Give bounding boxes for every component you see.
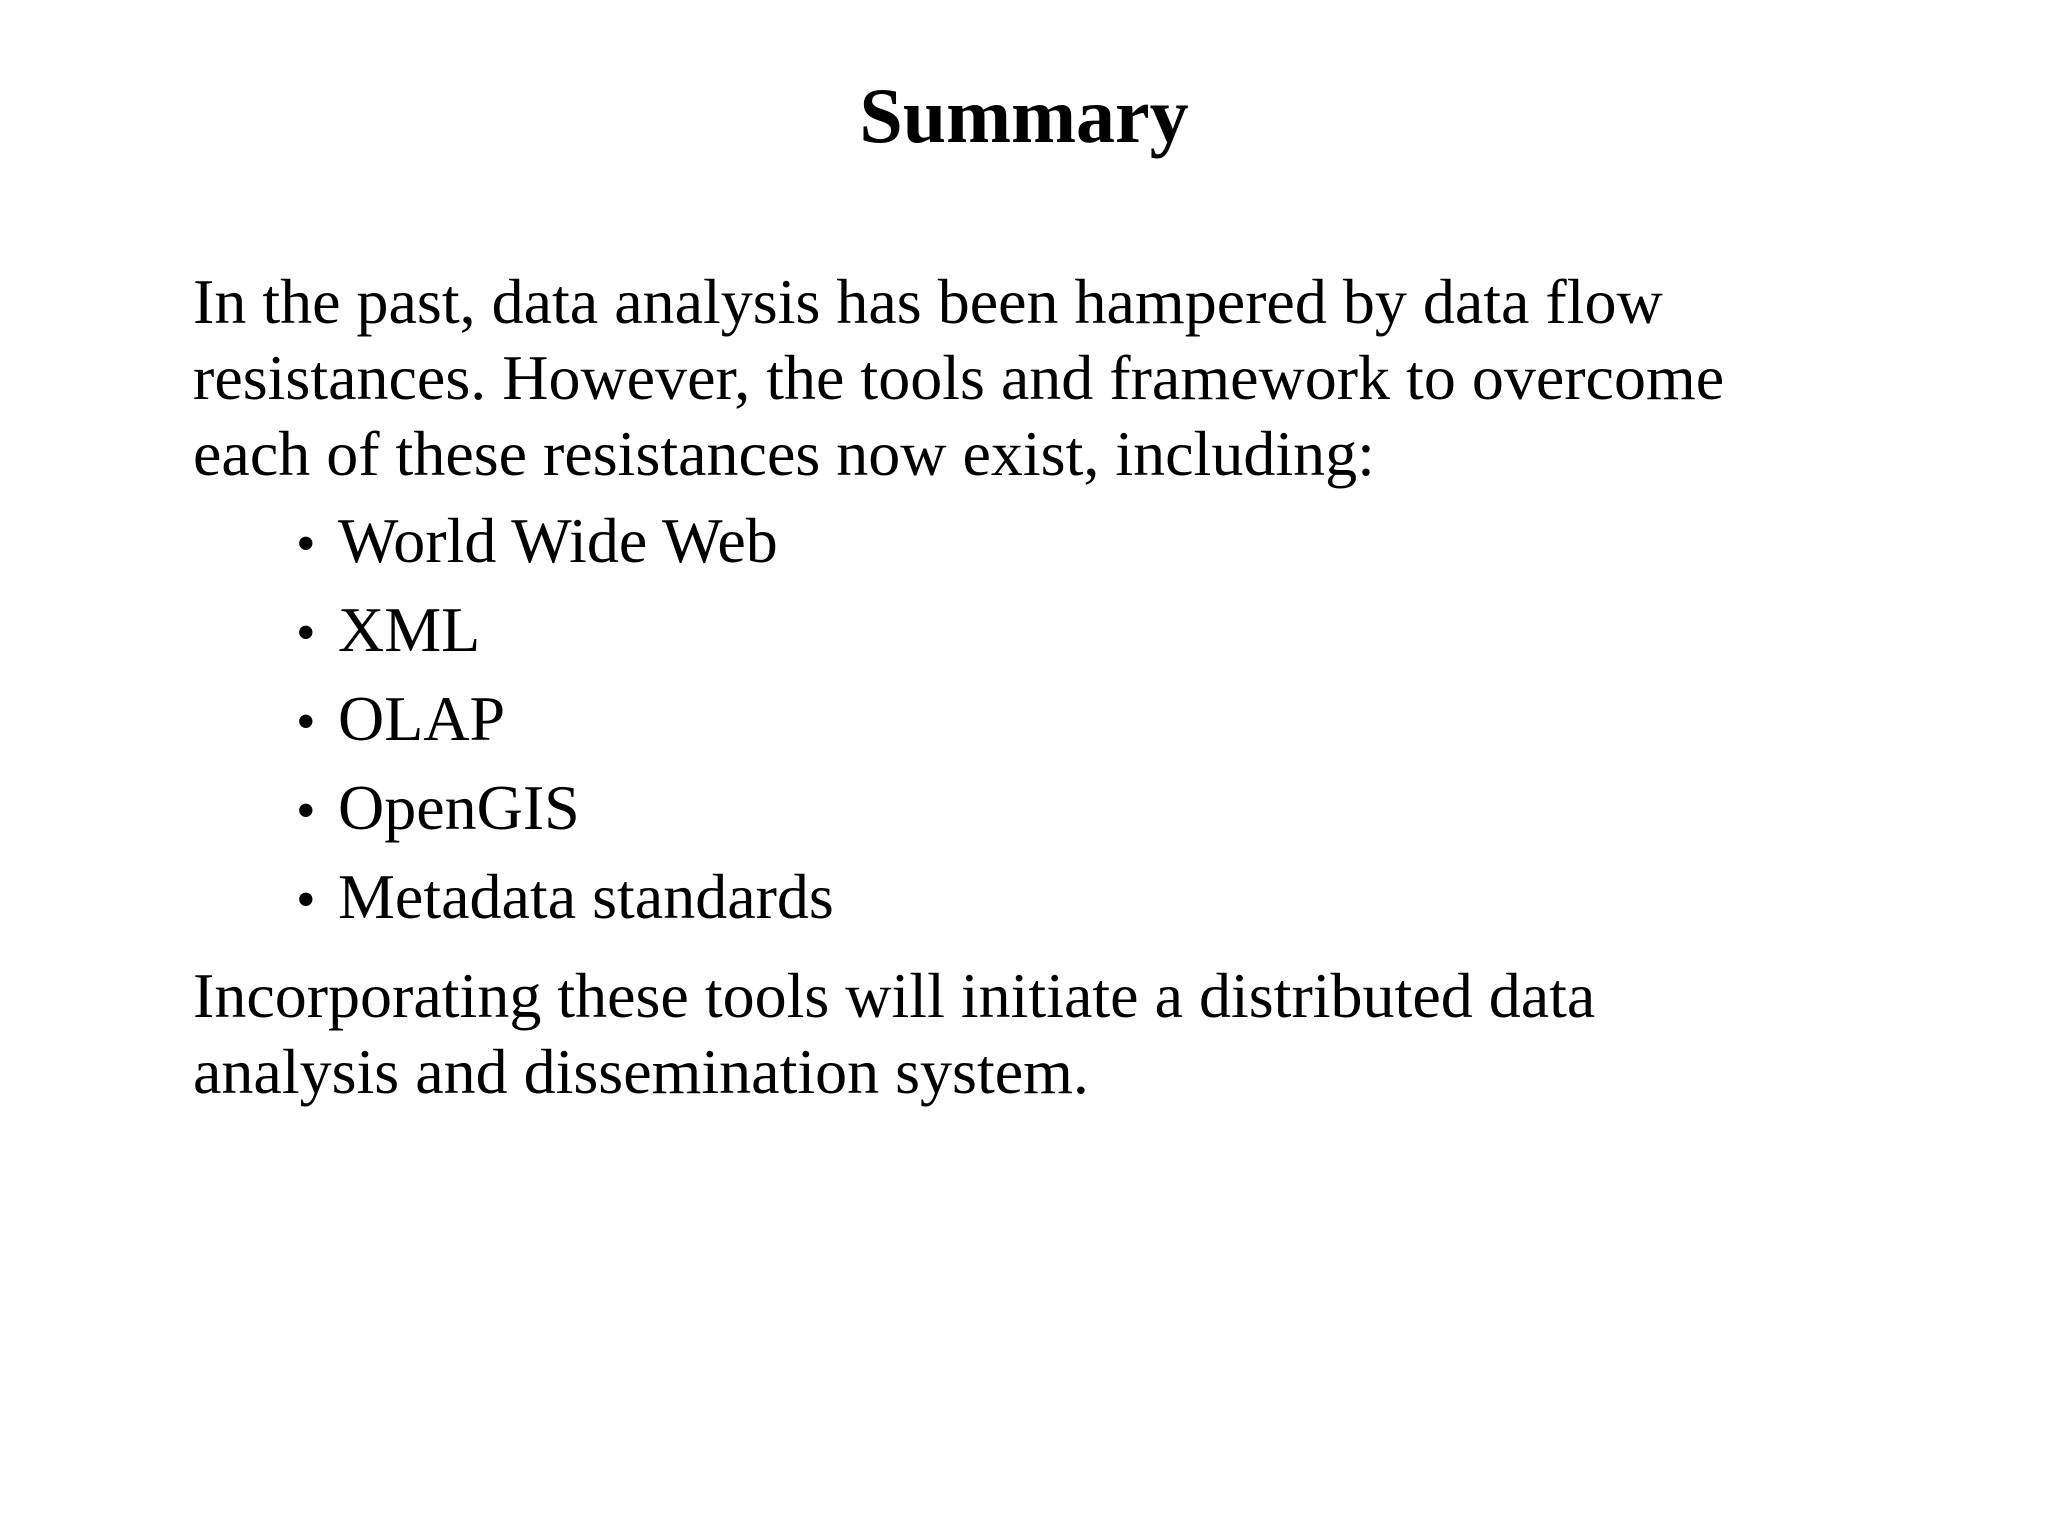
slide-title: Summary bbox=[859, 72, 1189, 159]
bullet-label: XML bbox=[338, 594, 481, 665]
bullet-item-xml bbox=[296, 587, 834, 676]
bullet-item-world-wide-web bbox=[296, 498, 834, 587]
bullet-label: OLAP bbox=[338, 683, 506, 754]
bullet-item-metadata-standards bbox=[296, 854, 834, 943]
conclusion-paragraph bbox=[193, 958, 1973, 1110]
bullet-label: World Wide Web bbox=[338, 505, 778, 576]
bullet-icon: • bbox=[296, 869, 316, 931]
intro-line: resistances. However, the tools and framework to overcome bbox=[193, 342, 1725, 413]
bullet-icon: • bbox=[296, 602, 316, 664]
bullet-icon: • bbox=[296, 513, 316, 575]
conclusion-line: analysis and dissemination system. bbox=[193, 1036, 1089, 1107]
intro-paragraph bbox=[193, 264, 1973, 492]
bullet-item-olap bbox=[296, 676, 834, 765]
tools-bullet-list bbox=[296, 498, 834, 943]
intro-line: each of these resistances now exist, including: bbox=[193, 418, 1375, 489]
conclusion-line: Incorporating these tools will initiate a distributed data bbox=[193, 960, 1596, 1031]
bullet-icon: • bbox=[296, 780, 316, 842]
bullet-icon: • bbox=[296, 691, 316, 753]
bullet-label: OpenGIS bbox=[338, 772, 580, 843]
intro-line: In the past, data analysis has been hampered by data flow bbox=[193, 266, 1663, 337]
bullet-item-opengis bbox=[296, 765, 834, 854]
bullet-label: Metadata standards bbox=[338, 861, 834, 932]
